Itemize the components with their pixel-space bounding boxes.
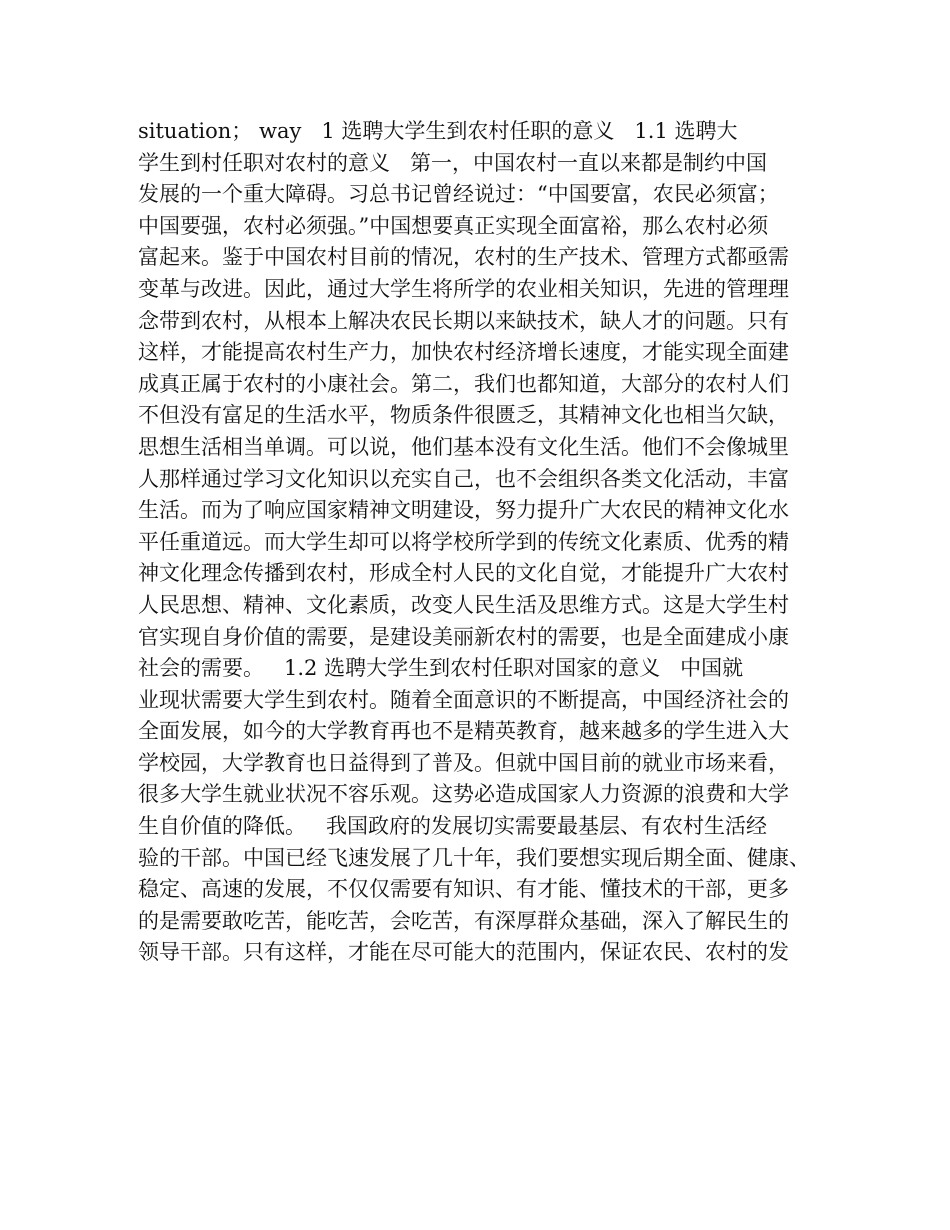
text-line: 中国要强，农村必须强。”中国想要真正实现全面富裕，那么农村必须	[138, 213, 769, 238]
text-line: 官实现自身价值的需要，是建设美丽新农村的需要，也是全面建成小康	[138, 624, 789, 649]
text-line: 业现状需要大学生到农村。随着全面意识的不断提高，中国经济社会的	[138, 687, 789, 712]
text-line: 人那样通过学习文化知识以充实自己，也不会组织各类文化活动，丰富	[138, 466, 789, 491]
text-line: 平任重道远。而大学生却可以将学校所学到的传统文化素质、优秀的精	[138, 529, 789, 554]
text-line: 全面发展，如今的大学教育再也不是精英教育，越来越多的学生进入大	[138, 719, 789, 744]
text-line: 学生到村任职对农村的意义 第一，中国农村一直以来都是制约中国	[138, 150, 768, 175]
text-line: 成真正属于农村的小康社会。第二，我们也都知道，大部分的农村人们	[138, 371, 789, 396]
text-line: 念带到农村，从根本上解决农民长期以来缺技术，缺人才的问题。只有	[138, 308, 789, 333]
text-line: 神文化理念传播到农村，形成全村人民的文化自觉，才能提升广大农村	[138, 561, 789, 586]
text-line: 富起来。鉴于中国农村目前的情况，农村的生产技术、管理方式都亟需	[138, 245, 789, 270]
text-line: 生活。而为了响应国家精神文明建设，努力提升广大农民的精神文化水	[138, 498, 789, 523]
text-line: 这样，才能提高农村生产力，加快农村经济增长速度，才能实现全面建	[138, 340, 789, 365]
text-line: 的是需要敢吃苦，能吃苦，会吃苦，有深厚群众基础，深入了解民生的	[138, 908, 789, 933]
text-line: 思想生活相当单调。可以说，他们基本没有文化生活。他们不会像城里	[138, 434, 789, 459]
text-line: 学校园，大学教育也日益得到了普及。但就中国目前的就业市场来看，	[138, 750, 789, 775]
text-line: 不但没有富足的生活水平，物质条件很匮乏，其精神文化也相当欠缺，	[138, 403, 789, 428]
text-line: 稳定、高速的发展，不仅仅需要有知识、有才能、懂技术的干部，更多	[138, 877, 789, 902]
text-line: 人民思想、精神、文化素质，改变人民生活及思维方式。这是大学生村	[138, 592, 789, 617]
body-text	[138, 116, 828, 969]
text-line: 生自价值的降低。 我国政府的发展切实需要最基层、有农村生活经	[138, 814, 768, 839]
text-line: 变革与改进。因此，通过大学生将所学的农业相关知识，先进的管理理	[138, 276, 789, 301]
text-line: 验的干部。中国已经飞速发展了几十年，我们要想实现后期全面、健康、	[138, 845, 810, 870]
text-line: situation； way 1 选聘大学生到农村任职的意义 1.1 选聘大	[138, 119, 738, 143]
text-line: 领导干部。只有这样，才能在尽可能大的范围内，保证农民、农村的发	[138, 940, 789, 965]
text-line: 社会的需要。 1.2 选聘大学生到农村任职对国家的意义 中国就	[138, 656, 744, 681]
text-line: 很多大学生就业状况不容乐观。这势必造成国家人力资源的浪费和大学	[138, 782, 789, 807]
text-line: 发展的一个重大障碍。习总书记曾经说过：“中国要富，农民必须富；	[138, 182, 779, 207]
